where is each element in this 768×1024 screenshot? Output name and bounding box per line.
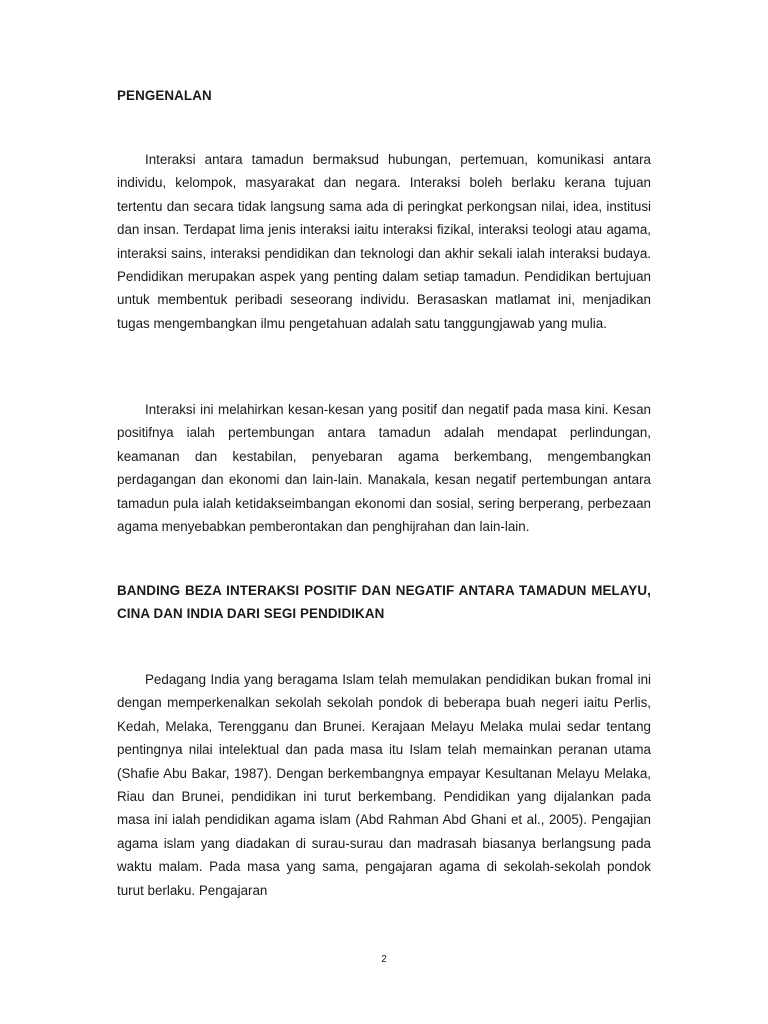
paragraph-comparison-1: Pedagang India yang beragama Islam telah memulakan pendidikan bukan fromal ini dengan memperkenalkan sekolah sekolah pondok di beberapa buah negeri iaitu Perlis, Kedah, Melaka, Terengganu dan Brunei. Kerajaan Melayu Melaka mulai sedar tentang pentingnya nilai intelektual dan pada masa itu Islam telah memainkan peranan utama (Shafie Abu Bakar, 1987). Dengan berkembangnya empayar Kesultanan Melayu Melaka, Riau dan Brunei, pendidikan ini turut berkembang. Pendidikan yang dijalankan pada masa ini ialah pendidikan agama islam (Abd Rahman Abd Ghani et al., 2005). Pengajian agama islam yang diadakan di surau-surau dan madrasah biasanya berlangsung pada waktu malam. Pada masa yang sama, pengajaran agama di sekolah-sekolah pondok turut berlaku. Pengajaran [117,672,651,898]
section-heading-introduction: PENGENALAN [117,88,212,103]
paragraph-introduction-2: Interaksi ini melahirkan kesan-kesan yang positif dan negatif pada masa kini. Kesan positifnya ialah pertembungan antara tamadun adalah mendapat perlindungan, keamanan dan kestabilan, penyebaran agama berkembang, mengembangkan perdagangan dan ekonomi dan lain-lain. Manakala, kesan negatif pertembungan antara tamadun pula ialah ketidakseimbangan ekonomi dan sosial, sering berperang, perbezaan agama menyebabkan pemberontakan dan penghijrahan dan lain-lain. [117,402,651,535]
page-number: 2 [381,954,387,965]
section-heading-comparison: BANDING BEZA INTERAKSI POSITIF DAN NEGATIF ANTARA TAMADUN MELAYU, CINA DAN INDIA DARI SEGI PENDIDIKAN [117,583,651,621]
paragraph-introduction-1: Interaksi antara tamadun bermaksud hubungan, pertemuan, komunikasi antara individu, kelompok, masyarakat dan negara. Interaksi boleh berlaku kerana tujuan tertentu dan secara tidak langsung sama ada di peringkat perkongsan nilai, idea, institusi dan insan. Terdapat lima jenis interaksi iaitu interaksi fizikal, interaksi teologi atau agama, interaksi sains, interaksi pendidikan dan teknologi dan akhir sekali ialah interaksi budaya. Pendidikan merupakan aspek yang penting dalam setiap tamadun. Pendidikan bertujuan untuk membentuk peribadi seseorang individu. Berasaskan matlamat ini, menjadikan tugas mengembangkan ilmu pengetahuan adalah satu tanggungjawab yang mulia. [117,152,651,331]
